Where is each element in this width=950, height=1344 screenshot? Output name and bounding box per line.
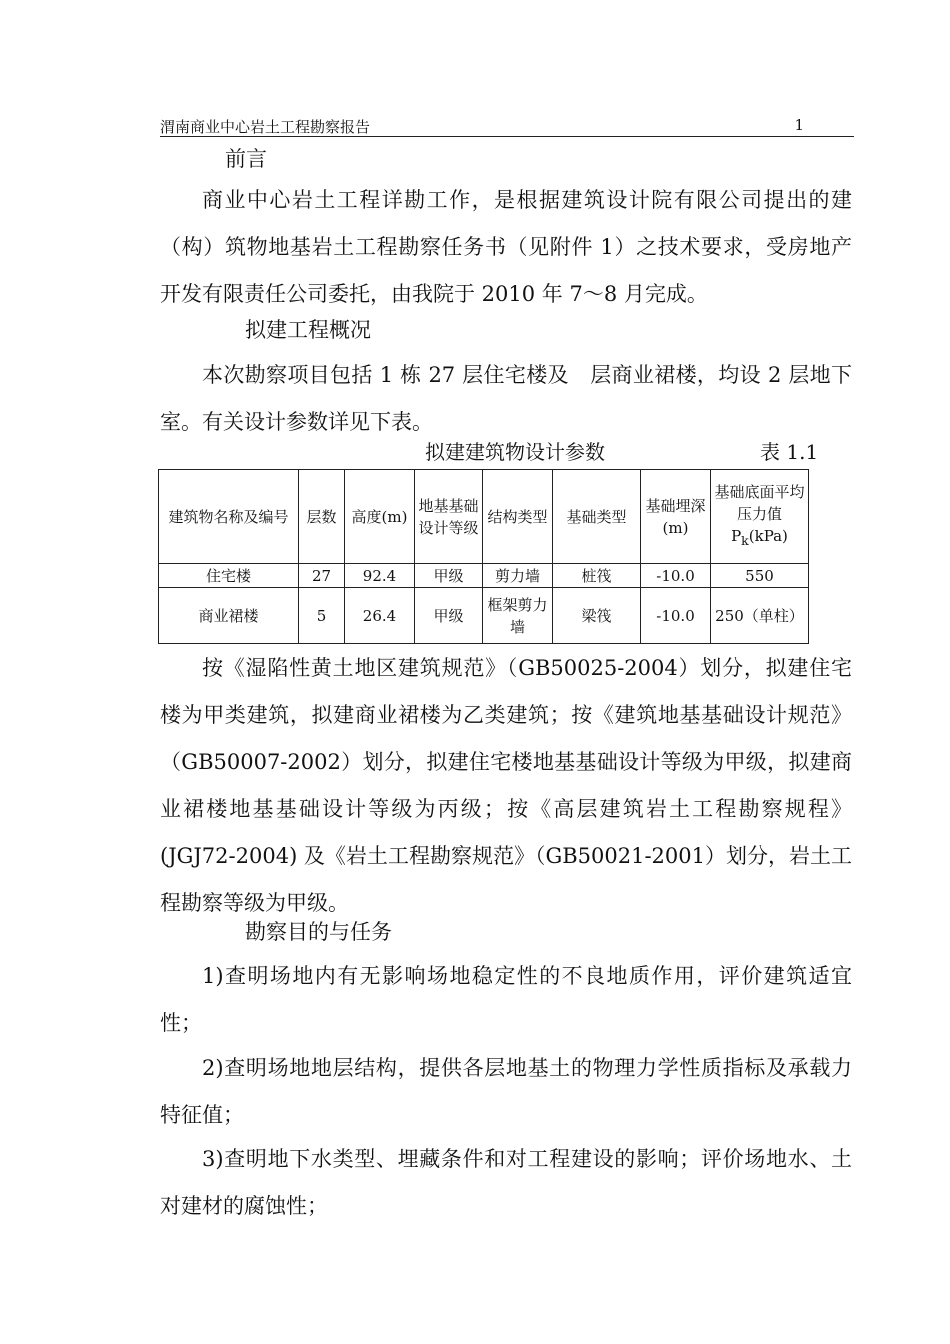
cell-height: 26.4 <box>345 588 415 644</box>
design-parameters-table <box>158 469 809 644</box>
header-structure: 结构类型 <box>483 470 553 564</box>
paragraph-task-2: 2)查明场地地层结构，提供各层地基土的物理力学性质指标及承载力特征值； <box>160 1056 852 1127</box>
cell-grade: 甲级 <box>415 564 483 588</box>
cell-structure: 剪力墙 <box>483 564 553 588</box>
table-header-row <box>159 470 809 564</box>
paragraph-classification: 按《湿陷性黄土地区建筑规范》（GB50025-2004）划分，拟建住宅楼为甲类建筑，拟建商业裙楼为乙类建筑；按《建筑地基基础设计规范》（GB50007-2002）划分，拟建住宅楼地基基础设计等级为甲级，拟建商业裙楼地基基础设计等级为丙级；按《高层建筑岩土工程勘察规程》(JGJ72-2004) 及《岩土工程勘察规范》（GB50021-2001）划分，岩土工程勘察等级为甲级。 <box>160 656 852 915</box>
header-pressure-label: 基础底面平均压力值 P <box>714 483 805 545</box>
header-pressure <box>711 470 809 564</box>
cell-depth: -10.0 <box>641 588 711 644</box>
paragraph-task-1: 1)查明场地内有无影响场地稳定性的不良地质作用，评价建筑适宜性； <box>160 964 852 1035</box>
section-heading-preface: 前言 <box>225 147 267 171</box>
cell-pressure: 550 <box>711 564 809 588</box>
header-pressure-subscript: k <box>741 533 749 548</box>
header-grade: 地基基础设计等级 <box>415 470 483 564</box>
cell-height: 92.4 <box>345 564 415 588</box>
paragraph-task-3: 3)查明地下水类型、埋藏条件和对工程建设的影响；评价场地水、土对建材的腐蚀性； <box>160 1147 852 1218</box>
header-height: 高度(m) <box>345 470 415 564</box>
page-header <box>160 114 854 137</box>
table-row <box>159 564 809 588</box>
header-depth: 基础埋深(m) <box>641 470 711 564</box>
header-name: 建筑物名称及编号 <box>159 470 299 564</box>
cell-pressure: 250（单柱） <box>711 588 809 644</box>
paragraph-intro: 商业中心岩土工程详勘工作，是根据建筑设计院有限公司提出的建（构）筑物地基岩土工程勘察任务书（见附件 1）之技术要求，受房地产开发有限责任公司委托，由我院于 2010 年 7～8 月完成。 <box>160 188 852 306</box>
cell-depth: -10.0 <box>641 564 711 588</box>
section-heading-overview: 拟建工程概况 <box>245 318 371 342</box>
header-foundation: 基础类型 <box>553 470 641 564</box>
table-caption: 拟建建筑物设计参数 <box>425 440 605 464</box>
table-row <box>159 588 809 644</box>
cell-foundation: 桩筏 <box>553 564 641 588</box>
report-title: 渭南商业中心岩土工程勘察报告 <box>160 118 371 136</box>
paragraph-overview: 本次勘察项目包括 1 栋 27 层住宅楼及 层商业裙楼，均设 2 层地下室。有关设计参数详见下表。 <box>160 363 852 434</box>
cell-grade: 甲级 <box>415 588 483 644</box>
page-number: 1 <box>794 116 804 134</box>
cell-structure: 框架剪力墙 <box>483 588 553 644</box>
header-floors: 层数 <box>299 470 345 564</box>
cell-floors: 27 <box>299 564 345 588</box>
cell-name: 商业裙楼 <box>159 588 299 644</box>
section-heading-purpose: 勘察目的与任务 <box>245 920 392 944</box>
cell-name: 住宅楼 <box>159 564 299 588</box>
cell-foundation: 梁筏 <box>553 588 641 644</box>
header-pressure-unit: (kPa) <box>748 527 788 545</box>
table-number: 表 1.1 <box>760 440 819 464</box>
cell-floors: 5 <box>299 588 345 644</box>
